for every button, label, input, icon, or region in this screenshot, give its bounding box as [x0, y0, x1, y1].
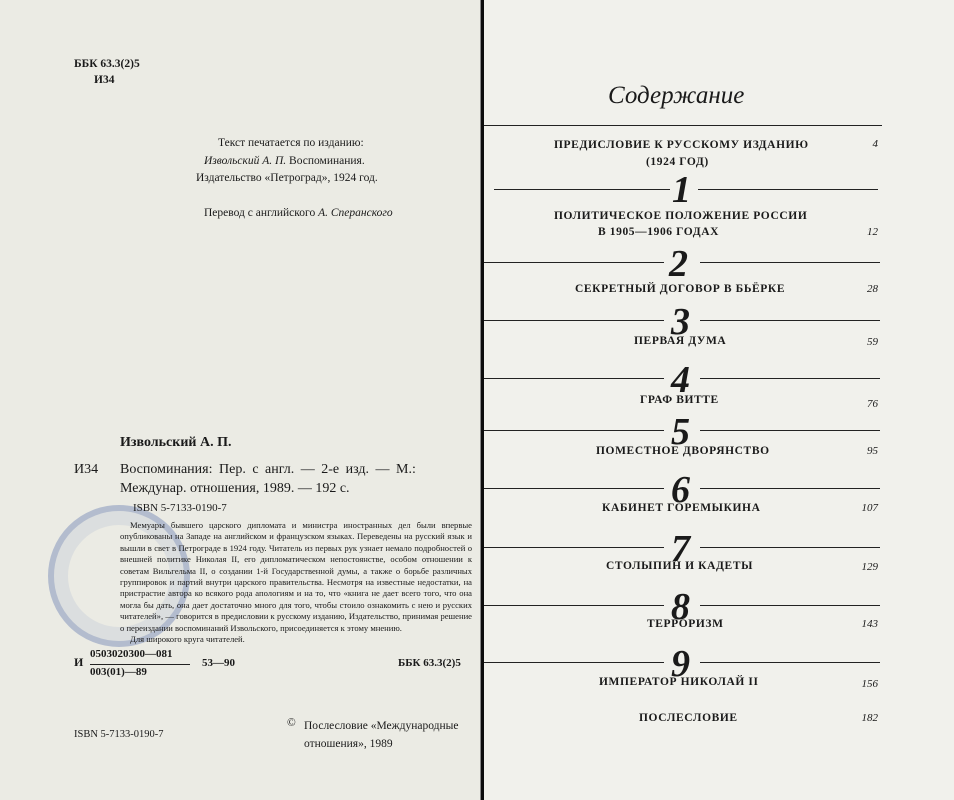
chapter-3-number: 3: [671, 301, 690, 343]
source-line: [204, 155, 365, 167]
chapter-9-page: 156: [861, 678, 878, 690]
chapter-8-rule-left: [484, 605, 664, 606]
chapter-2-rule-left: [484, 262, 664, 263]
isbn-catalog: ISBN 5-7133-0190-7: [133, 502, 227, 514]
toc-afterword: ПОСЛЕСЛОВИЕ: [639, 712, 738, 724]
chapter-2-page: 28: [867, 283, 878, 295]
chapter-4-rule-right: [700, 378, 880, 379]
chapter-6-title: КАБИНЕТ ГОРЕМЫКИНА: [602, 502, 761, 514]
chapter-9-rule-right: [700, 662, 880, 663]
catalog-code: И34: [74, 462, 99, 477]
chapter-5-rule-right: [700, 430, 880, 431]
chapter-9-number: 9: [671, 643, 690, 685]
chapter-5-page: 95: [867, 445, 878, 457]
chapter-5-number: 5: [671, 411, 690, 453]
frac-denominator: 003(01)—89: [90, 666, 147, 678]
chapter-8-title: ТЕРРОРИЗМ: [647, 618, 724, 630]
chapter-1-page: 12: [867, 226, 878, 238]
bbk-index-bottom: ББК 63.3(2)5: [398, 657, 461, 669]
translation-prefix: Перевод с английского: [204, 207, 319, 219]
copyright-symbol: ©: [287, 717, 296, 729]
chapter-3-title: ПЕРВАЯ ДУМА: [634, 335, 727, 347]
book-abstract: [120, 520, 472, 645]
chapter-6-number: 6: [671, 469, 690, 511]
chapter-6-rule-left: [484, 488, 664, 489]
chapter-1-number: 1: [672, 169, 691, 211]
chapter-6-page: 107: [861, 502, 878, 514]
chapter-3-rule-right: [700, 320, 880, 321]
chapter-2-title: СЕКРЕТНЫЙ ДОГОВОР В БЬЁРКЕ: [575, 283, 786, 295]
chapter-8-page: 143: [861, 618, 878, 630]
author-code-top: И34: [94, 74, 115, 86]
toc-title: Содержание: [608, 82, 745, 109]
chapter-5-title: ПОМЕСТНОЕ ДВОРЯНСТВО: [596, 445, 770, 457]
chapter-4-rule-left: [484, 378, 664, 379]
source-intro: Текст печатается по изданию:: [218, 137, 364, 149]
chapter-4-page: 76: [867, 398, 878, 410]
chapter-7-page: 129: [861, 561, 878, 573]
chapter-1-rule-right: [698, 189, 878, 190]
right-page: [484, 0, 954, 800]
toc-top-rule: [484, 125, 882, 126]
chapter-1-rule-left: [494, 189, 670, 190]
chapter-9-title: ИМПЕРАТОР НИКОЛАЙ II: [599, 676, 759, 688]
source-title: Воспоминания.: [286, 155, 365, 167]
frac-numerator: 0503020300—081: [90, 648, 173, 660]
chapter-8-number: 8: [671, 586, 690, 628]
toc-preface: ПРЕДИСЛОВИЕ К РУССКОМУ ИЗДАНИЮ: [554, 139, 809, 151]
chapter-4-number: 4: [671, 359, 690, 401]
chapter-3-rule-left: [484, 320, 664, 321]
chapter-3-page: 59: [867, 336, 878, 348]
toc-preface-year: (1924 ГОД): [646, 156, 709, 168]
chapter-8-rule-right: [700, 605, 880, 606]
chapter-1-title: ПОЛИТИЧЕСКОЕ ПОЛОЖЕНИЕ РОССИИ: [554, 210, 808, 222]
abstract-text: Мемуары бывшего царского дипломата и министра иностранных дел были впервые опубликованы на Западе на английском и французском языках. Переведены на русский язык и вышли в свет в Петрограде в 1924 году. Читатель из первых рук узнает немало подробностей о внешней политике Николая II, его дипломатическом непостоянстве, особом отношении к советам Вильгельма II, о создании 1-й Государственной думы, а также о борьбе различных группировок и партий внутри царского правительства. Несмотря на известные недостатки, на пристрастие автора ко всякого рода апологиям и на то, что «книга не дает всего того, что она могла бы дать, она дает достаточно много для того, чтобы стоило ознакомить с нею и русских читателей», — говорится в предисловии к русскому изданию, Издательство, принимая решение о переиздании воспоминаний Извольского, присоединяется к этому мнению.: [120, 520, 472, 633]
chapter-7-title: СТОЛЫПИН И КАДЕТЫ: [606, 560, 753, 572]
catalog-line-2: Междунар. отношения, 1989. — 192 с.: [120, 481, 350, 496]
frac-suffix: 53—90: [202, 657, 235, 669]
copyright-line-1: Послесловие «Международные: [304, 720, 459, 732]
isbn-bottom: ISBN 5-7133-0190-7: [74, 729, 164, 740]
catalog-line-1: Воспоминания: Пер. с англ. — 2-е изд. — М.:: [120, 462, 416, 477]
chapter-7-rule-left: [484, 547, 664, 548]
chapter-7-number: 7: [671, 528, 690, 570]
price-fraction: [90, 648, 173, 678]
copyright-line-2: отношения», 1989: [304, 738, 393, 750]
fraction-bar: [90, 664, 190, 665]
chapter-4-title: ГРАФ ВИТТЕ: [640, 394, 719, 406]
chapter-1-title-cont: В 1905—1906 ГОДАХ: [598, 226, 720, 238]
chapter-2-rule-right: [700, 262, 880, 263]
toc-afterword-page: 182: [861, 712, 878, 724]
source-author: Извольский А. П.: [204, 155, 287, 167]
abstract-audience: Для широкого круга читателей.: [130, 634, 245, 645]
frac-prefix: И: [74, 655, 84, 669]
toc-preface-page: 4: [872, 138, 878, 150]
translator-name: А. Сперанского: [318, 207, 393, 219]
chapter-9-rule-left: [484, 662, 664, 663]
chapter-7-rule-right: [700, 547, 880, 548]
bbk-index-top: ББК 63.3(2)5: [74, 58, 140, 70]
chapter-6-rule-right: [700, 488, 880, 489]
author-heading: Извольский А. П.: [120, 435, 232, 450]
translation-note: [204, 207, 393, 219]
source-publisher: Издательство «Петроград», 1924 год.: [196, 172, 378, 184]
chapter-5-rule-left: [484, 430, 664, 431]
chapter-2-number: 2: [669, 243, 688, 285]
